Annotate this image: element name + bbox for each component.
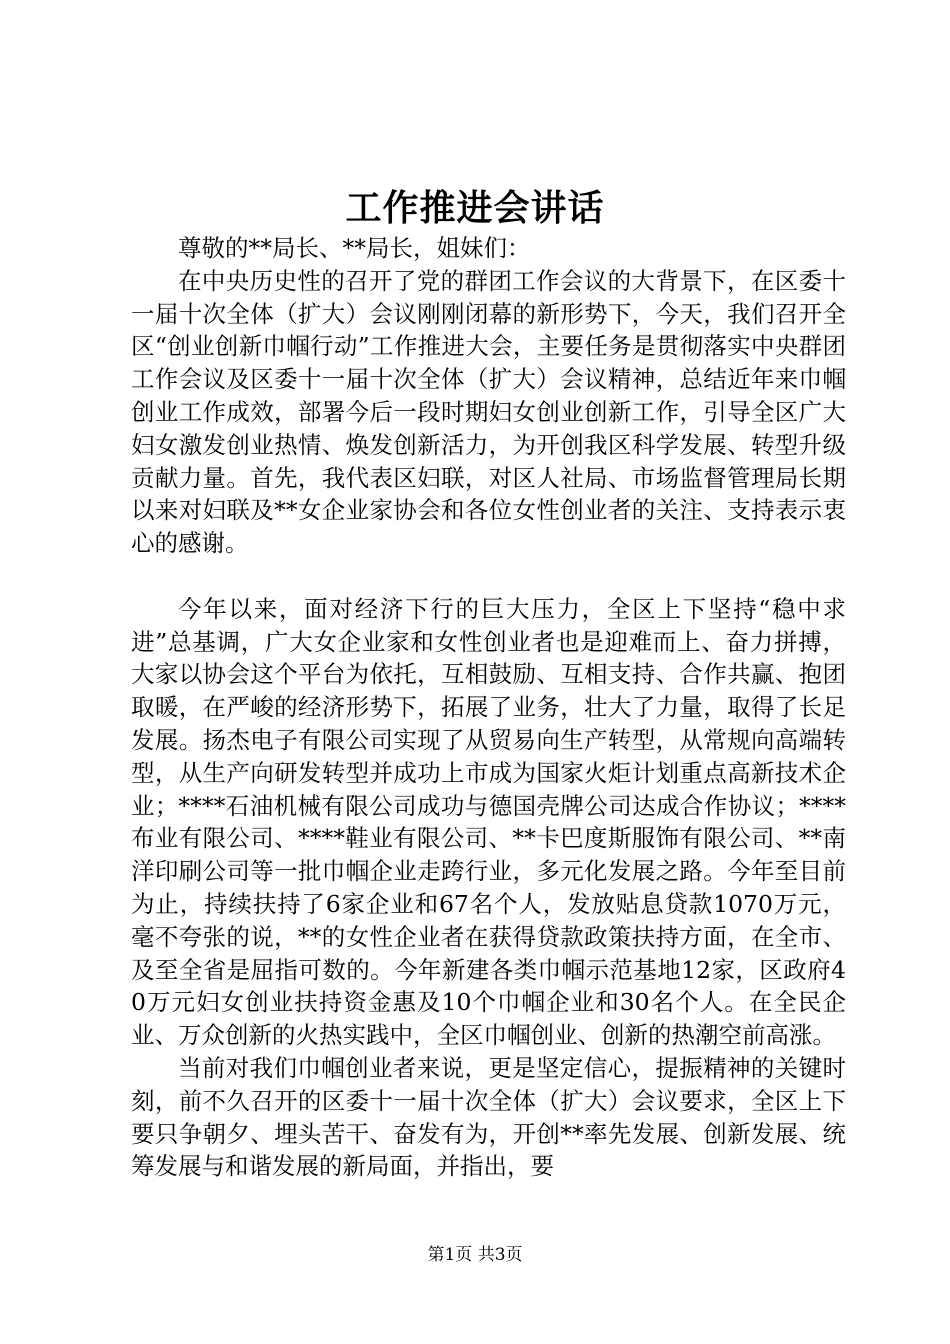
page-footer: 第1页 共3页 [427, 1245, 523, 1265]
paragraph-2: 今年以来，面对经济下行的巨大压力，全区上下坚持“稳中求进”总基调，广大女企业家和女性创业者也是迎难而上、奋力拼搏，大家以协会这个平台为依托，互相鼓励、互相支持、合作共赢、抱团取暖，在严峻的经济形势下，拓展了业务，壮大了力量，取得了长足发展。扬杰电子有限公司实现了从贸易向生产转型，从常规向高端转型，从生产向研发转型并成功上市成为国家火炬计划重点高新技术企业；****石油机械有限公司成功与德国壳牌公司达成合作协议；****布业有限公司、****鞋业有限公司、**卡巴度斯服饰有限公司、**南洋印刷公司等一批巾帼企业走跨行业，多元化发展之路。今年至目前为止，持续扶持了6家企业和67名个人，发放贴息贷款1070万元，毫不夸张的说，**的女性企业者在获得贷款政策扶持方面，在全市、及至全省是屈指可数的。今年新建各类巾帼示范基地12家，区政府40万元妇女创业扶持资金惠及10个巾帼企业和30名个人。在全民企业、万众创新的火热实践中，全区巾帼创业、创新的热潮空前高涨。 [131, 594, 846, 1050]
paragraph-3: 当前对我们巾帼创业者来说，更是坚定信心，提振精神的关键时刻，前不久召开的区委十一届十次全体（扩大）会议要求，全区上下要只争朝夕、埋头苦干、奋发有为，开创**率先发展、创新发展、统筹发展与和谐发展的新局面，并指出，要 [131, 1053, 846, 1181]
salutation: 尊敬的**局长、**局长，姐妹们： [178, 234, 531, 262]
document-body [131, 232, 846, 1183]
paragraph-1: 在中央历史性的召开了党的群团工作会议的大背景下，在区委十一届十次全体（扩大）会议刚刚闭幕的新形势下，今天，我们召开全区“创业创新巾帼行动”工作推进大会，主要任务是贯彻落实中央群团工作会议及区委十一届十次全体（扩大）会议精神，总结近年来巾帼创业工作成效，部署今后一段时期妇女创业创新工作，引导全区广大妇女激发创业热情、焕发创新活力，为开创我区科学发展、转型升级贡献力量。首先，我代表区妇联，对区人社局、市场监督管理局长期以来对妇联及**女企业家协会和各位女性创业者的关注、支持表示衷心的感谢。 [131, 266, 846, 558]
document-title: 工作推进会讲话 [345, 187, 605, 229]
